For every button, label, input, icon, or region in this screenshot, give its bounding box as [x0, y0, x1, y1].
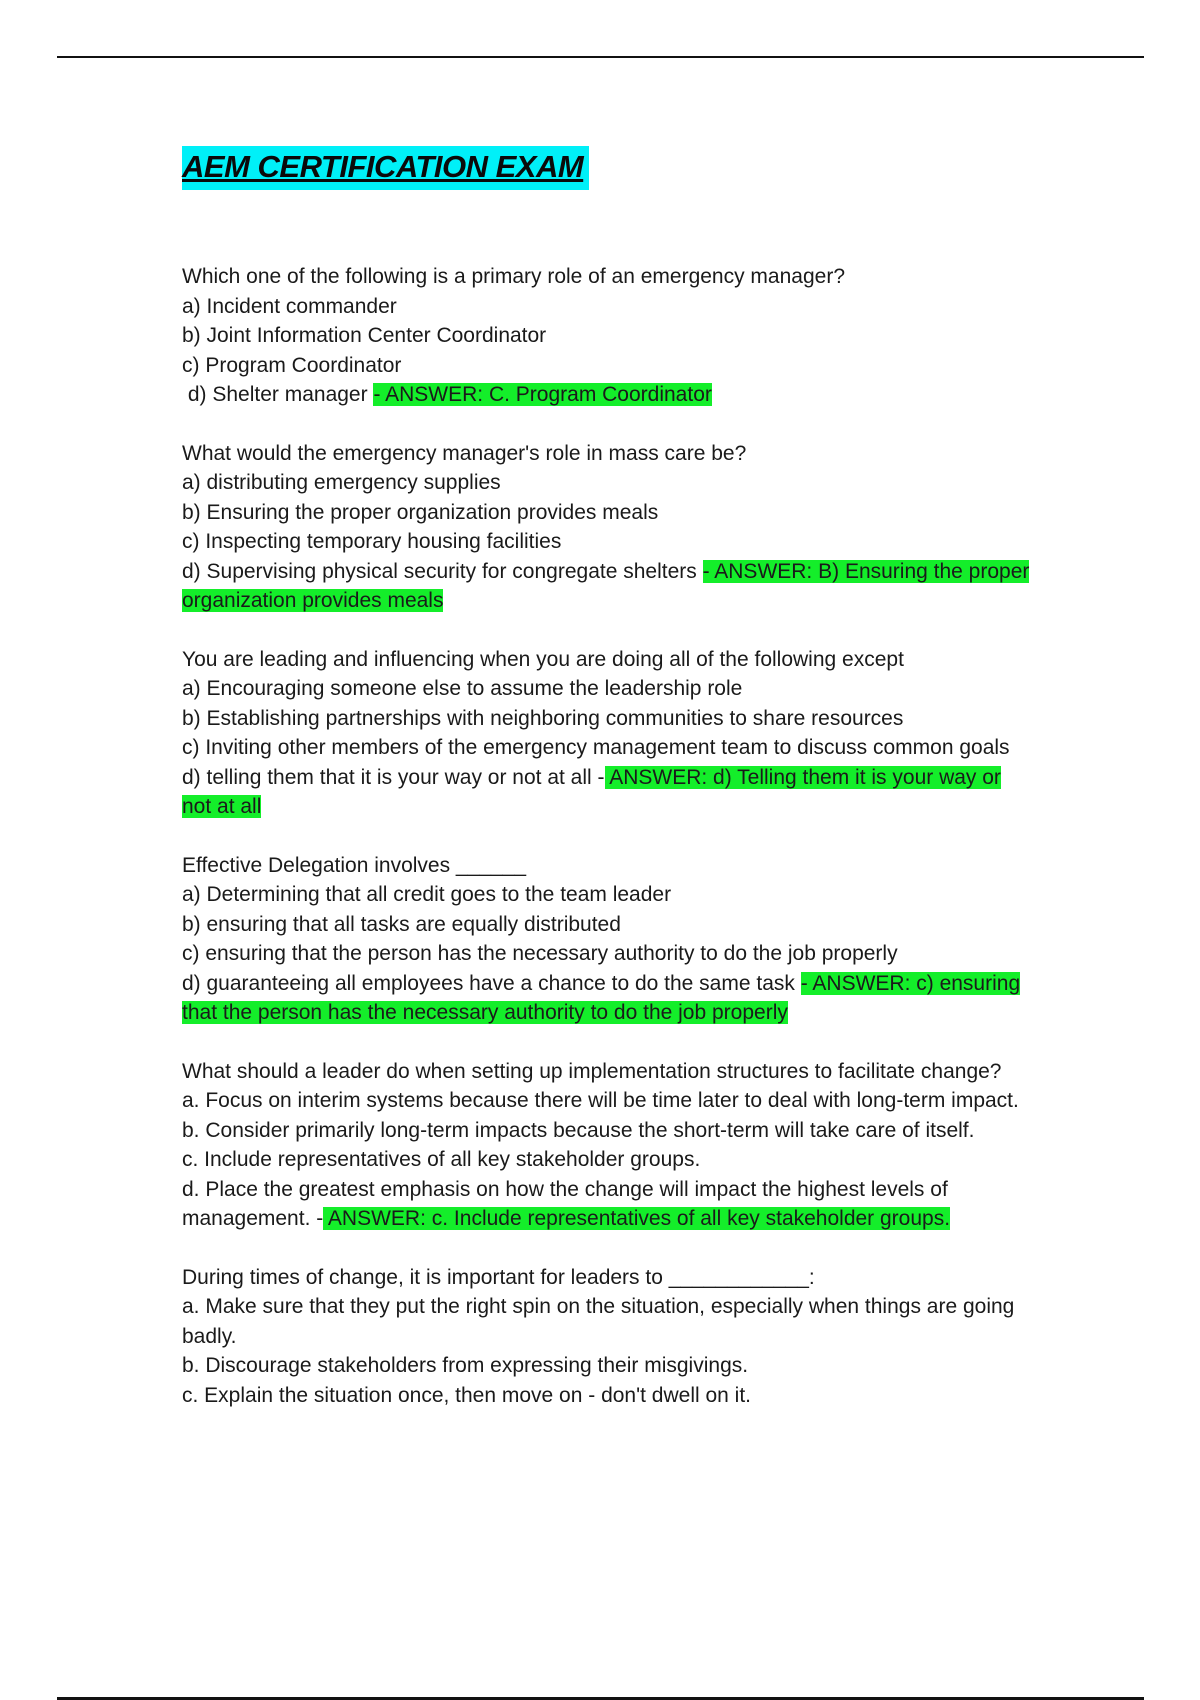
option-with-answer	[182, 763, 1032, 822]
answer-highlight: ANSWER: c. Include representatives of all key stakeholder groups.	[323, 1207, 951, 1230]
option: d) telling them that it is your way or not at all -	[182, 765, 605, 789]
option: b. Consider primarily long-term impacts because the short-term will take care of itself.	[182, 1118, 975, 1142]
question-1	[182, 262, 1032, 410]
option: a) Determining that all credit goes to the team leader	[182, 883, 672, 906]
option: d) Shelter manager	[182, 383, 374, 406]
option-with-answer	[182, 969, 1032, 1028]
option: c) Program Coordinator	[182, 353, 402, 377]
option: c) Inspecting temporary housing facilities	[182, 530, 562, 553]
document-body	[182, 146, 1032, 1439]
question-prompt: Which one of the following is a primary role of an emergency manager?	[182, 265, 845, 288]
option-with-answer	[182, 380, 1032, 410]
question-2	[182, 439, 1032, 616]
option: a. Make sure that they put the right spin on the situation, especially when things are going badly.	[182, 1295, 1015, 1348]
option: c) Inviting other members of the emergency management team to discuss common goals	[182, 736, 1010, 759]
option: c) ensuring that the person has the necessary authority to do the job properly	[182, 942, 898, 965]
top-rule	[57, 56, 1144, 58]
answer-highlight: - ANSWER: c) ensuring that the person has the necessary authority to do the job properly	[182, 971, 1021, 1024]
option: a) distributing emergency supplies	[182, 471, 501, 494]
answer-highlight: ANSWER: d) Telling them it is your way or not at all	[182, 765, 1001, 818]
question-prompt: During times of change, it is important for leaders to ____________:	[182, 1265, 815, 1289]
answer-highlight: - ANSWER: C. Program Coordinator	[373, 383, 712, 406]
answer-highlight: - ANSWER: B) Ensuring the proper organization provides meals	[182, 559, 1030, 612]
option: c. Include representatives of all key stakeholder groups.	[182, 1148, 701, 1171]
option: d) guaranteeing all employees have a chance to do the same task	[182, 971, 801, 995]
question-5	[182, 1057, 1032, 1234]
question-list	[182, 262, 1032, 1410]
option: b) Joint Information Center Coordinator	[182, 324, 547, 347]
option: a) Incident commander	[182, 294, 397, 318]
option: a. Focus on interim systems because there will be time later to deal with long-term impact.	[182, 1089, 1019, 1112]
option: c. Explain the situation once, then move on - don't dwell on it.	[182, 1383, 752, 1407]
question-prompt: What should a leader do when setting up implementation structures to facilitate change?	[182, 1059, 1002, 1083]
option: d) Supervising physical security for congregate shelters	[182, 559, 703, 583]
option-with-answer	[182, 557, 1032, 616]
question-6	[182, 1263, 1032, 1411]
option: b) Establishing partnerships with neighboring communities to share resources	[182, 706, 904, 730]
question-3	[182, 645, 1032, 822]
option: d. Place the greatest emphasis on how the change will impact the highest levels of management. -	[182, 1177, 948, 1230]
question-prompt: Effective Delegation involves ______	[182, 853, 527, 877]
option: b) ensuring that all tasks are equally distributed	[182, 912, 621, 936]
option: b. Discourage stakeholders from expressing their misgivings.	[182, 1354, 749, 1377]
document-title: AEM CERTIFICATION EXAM	[182, 146, 589, 190]
option-with-answer	[182, 1175, 1032, 1234]
option: a) Encouraging someone else to assume the leadership role	[182, 677, 743, 700]
question-prompt: You are leading and influencing when you are doing all of the following except	[182, 647, 904, 671]
option: b) Ensuring the proper organization provides meals	[182, 500, 659, 524]
question-4	[182, 851, 1032, 1028]
question-prompt: What would the emergency manager's role in mass care be?	[182, 441, 747, 465]
